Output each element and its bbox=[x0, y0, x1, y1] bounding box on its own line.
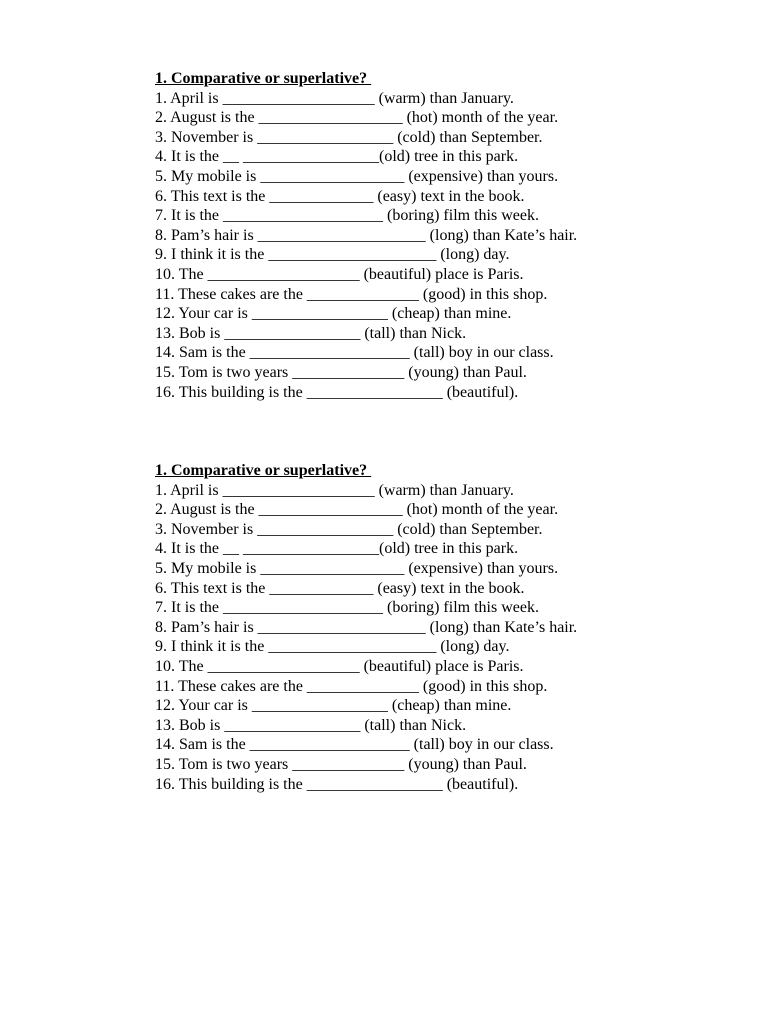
exercise-item: 15. Tom is two years ______________ (young) than Paul. bbox=[155, 755, 527, 773]
exercise-item: 7. It is the ____________________ (boring) film this week. bbox=[155, 599, 539, 617]
exercise-item: 2. August is the __________________ (hot) month of the year. bbox=[155, 501, 559, 519]
exercise-item: 14. Sam is the ____________________ (tall) boy in our class. bbox=[155, 736, 554, 754]
exercise-item: 11. These cakes are the ______________ (good) in this shop. bbox=[155, 677, 548, 695]
exercise-section bbox=[155, 69, 755, 402]
exercise-heading: 1. Comparative or superlative? bbox=[155, 70, 372, 87]
exercise-item: 9. I think it is the _____________________ (long) day. bbox=[155, 246, 510, 264]
exercise-item: 5. My mobile is __________________ (expensive) than yours. bbox=[155, 559, 559, 577]
exercise-item: 1. April is ___________________ (warm) than January. bbox=[155, 481, 514, 499]
exercise-item: 3. November is _________________ (cold) than September. bbox=[155, 128, 543, 146]
exercise-item: 10. The ___________________ (beautiful) place is Paris. bbox=[155, 265, 524, 283]
exercise-item: 2. August is the __________________ (hot) month of the year. bbox=[155, 109, 559, 127]
exercise-item: 8. Pam’s hair is _____________________ (long) than Kate’s hair. bbox=[155, 618, 578, 636]
exercise-item: 13. Bob is _________________ (tall) than Nick. bbox=[155, 324, 467, 342]
exercise-item: 4. It is the __ _________________(old) tree in this park. bbox=[155, 540, 519, 558]
exercise-item: 6. This text is the _____________ (easy) text in the book. bbox=[155, 187, 525, 205]
exercise-item: 5. My mobile is __________________ (expensive) than yours. bbox=[155, 167, 559, 185]
exercise-item: 16. This building is the _________________ (beautiful). bbox=[155, 383, 519, 401]
exercise-item: 11. These cakes are the ______________ (good) in this shop. bbox=[155, 285, 548, 303]
exercise-heading: 1. Comparative or superlative? bbox=[155, 462, 372, 479]
exercise-item: 14. Sam is the ____________________ (tall) boy in our class. bbox=[155, 344, 554, 362]
exercise-item: 1. April is ___________________ (warm) than January. bbox=[155, 89, 514, 107]
exercise-item: 13. Bob is _________________ (tall) than Nick. bbox=[155, 716, 467, 734]
exercise-item: 3. November is _________________ (cold) than September. bbox=[155, 520, 543, 538]
exercise-item: 10. The ___________________ (beautiful) place is Paris. bbox=[155, 657, 524, 675]
exercise-item: 8. Pam’s hair is _____________________ (long) than Kate’s hair. bbox=[155, 226, 578, 244]
exercise-list bbox=[155, 89, 755, 403]
exercise-item: 16. This building is the _________________ (beautiful). bbox=[155, 775, 519, 793]
exercise-item: 12. Your car is _________________ (cheap) than mine. bbox=[155, 697, 512, 715]
exercise-item: 7. It is the ____________________ (boring) film this week. bbox=[155, 207, 539, 225]
exercise-item: 4. It is the __ _________________(old) tree in this park. bbox=[155, 148, 519, 166]
exercise-item: 15. Tom is two years ______________ (young) than Paul. bbox=[155, 363, 527, 381]
exercise-list bbox=[155, 481, 755, 795]
exercise-item: 9. I think it is the _____________________ (long) day. bbox=[155, 638, 510, 656]
exercise-section bbox=[155, 461, 755, 794]
exercise-item: 6. This text is the _____________ (easy) text in the book. bbox=[155, 579, 525, 597]
exercise-item: 12. Your car is _________________ (cheap) than mine. bbox=[155, 305, 512, 323]
